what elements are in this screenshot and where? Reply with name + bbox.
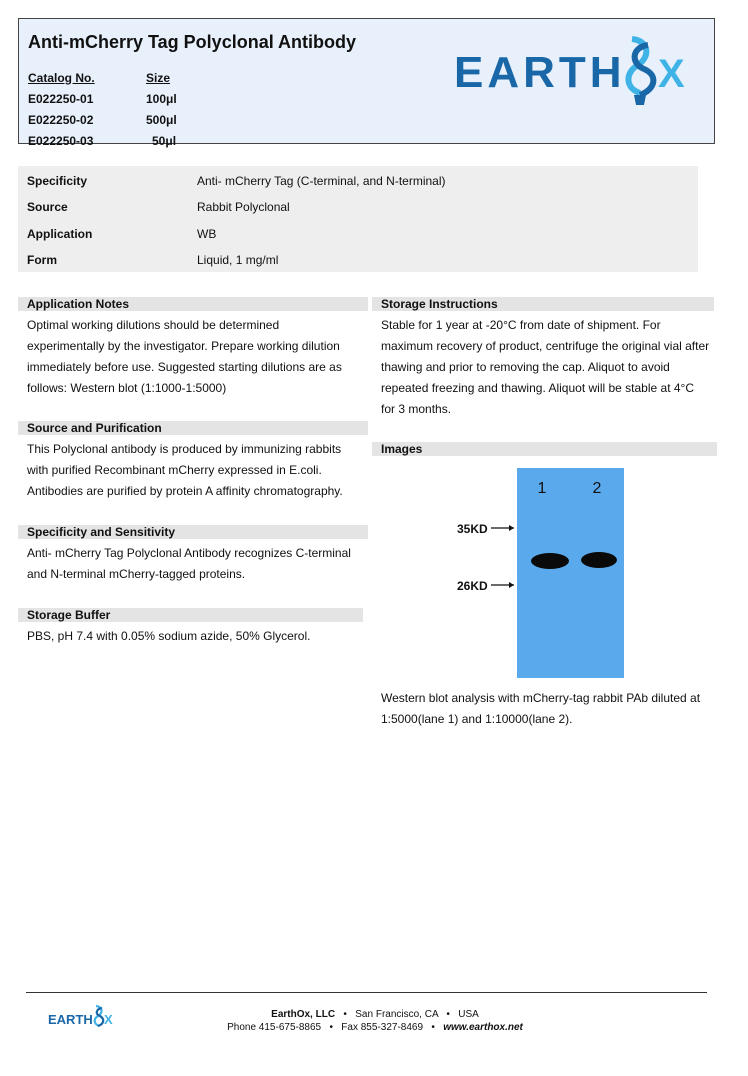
catalog-header: Catalog No. [28, 70, 95, 85]
marker-label-35kd: 35KD [457, 522, 488, 536]
spec-value: Rabbit Polyclonal [197, 200, 290, 214]
size-header: Size [146, 70, 171, 85]
text-line: repeated freezing and thawing. Aliquot will be stable at 4°C [381, 381, 694, 395]
text-line: Antibodies are purified by protein A affinity chromatography. [27, 484, 343, 498]
blot-band-lane-2 [581, 552, 617, 568]
website-link[interactable]: www.earthox.net [443, 1022, 523, 1033]
specificity-sensitivity-text [27, 543, 372, 585]
text-line: PBS, pH 7.4 with 0.05% sodium azide, 50% Glycerol. [27, 629, 311, 643]
spec-label: Application [27, 227, 93, 241]
separator: • [446, 1009, 450, 1020]
svg-text:X: X [104, 1012, 113, 1027]
section-title-images: Images [372, 442, 717, 456]
text-line: 1:5000(lane 1) and 1:10000(lane 2). [381, 712, 573, 726]
catalog-table [28, 67, 212, 151]
text-line: thawing and prior to removing the cap. Aliquot to avoid [381, 360, 670, 374]
storage-buffer-text [27, 626, 372, 647]
lane-label-1: 1 [537, 480, 547, 497]
specification-table [18, 166, 698, 272]
section-title-source-purification: Source and Purification [18, 421, 368, 435]
text-line: for 3 months. [381, 402, 452, 416]
company-name: EarthOx, LLC [271, 1009, 336, 1020]
text-line: Optimal working dilutions should be determined [27, 318, 280, 332]
marker-arrowhead-35kd [509, 525, 514, 531]
spec-label: Specificity [27, 174, 88, 188]
image-caption [381, 688, 721, 730]
storage-instructions-text [381, 315, 721, 420]
footer-contact [160, 1008, 590, 1034]
catalog-row [28, 109, 212, 130]
catalog-row [28, 88, 212, 109]
footer-divider [26, 992, 707, 993]
catalog-size: 50μl [152, 133, 177, 148]
western-blot-image [380, 466, 640, 680]
text-line: experimentally by the investigator. Prepare working dilution [27, 339, 340, 353]
marker-arrowhead-26kd [509, 582, 514, 588]
text-line: immediately before use. Suggested starting dilutions are as [27, 360, 342, 374]
text-line: This Polyclonal antibody is produced by immunizing rabbits [27, 442, 342, 456]
blot-band-lane-1 [531, 553, 569, 569]
section-title-specificity-sensitivity: Specificity and Sensitivity [18, 525, 368, 539]
source-purification-text [27, 439, 372, 502]
catalog-number: E022250-02 [28, 112, 94, 127]
spec-label: Source [27, 200, 68, 214]
location-city: San Francisco, CA [355, 1009, 439, 1020]
separator: • [329, 1022, 333, 1033]
footer-logo [48, 1002, 118, 1032]
section-title-application-notes: Application Notes [18, 297, 368, 311]
catalog-number: E022250-01 [28, 91, 94, 106]
earthox-logo [454, 27, 704, 117]
spec-value: WB [197, 227, 217, 241]
product-header [18, 18, 715, 148]
lane-label-2: 2 [592, 480, 602, 497]
separator: • [431, 1022, 435, 1033]
svg-text:EARTH: EARTH [454, 48, 626, 97]
catalog-header-row [28, 67, 212, 88]
blot-membrane [517, 468, 624, 678]
marker-label-26kd: 26KD [457, 579, 488, 593]
text-line: maximum recovery of product, centrifuge the original vial after [381, 339, 710, 353]
catalog-row [28, 130, 212, 151]
spec-value: Liquid, 1 mg/ml [197, 253, 279, 267]
catalog-number: E022250-03 [28, 133, 94, 148]
section-title-storage-buffer: Storage Buffer [18, 608, 363, 622]
catalog-size: 500μl [146, 112, 177, 127]
text-line: and N-terminal mCherry-tagged proteins. [27, 567, 246, 581]
catalog-size: 100μl [146, 91, 177, 106]
separator: • [343, 1009, 347, 1020]
text-line: Anti- mCherry Tag Polyclonal Antibody recognizes C-terminal [27, 546, 351, 560]
svg-text:X: X [658, 52, 685, 96]
phone-number: Phone 415-675-8865 [227, 1022, 322, 1033]
application-notes-text [27, 315, 372, 399]
text-line: Stable for 1 year at -20°C from date of shipment. For [381, 318, 661, 332]
svg-text:EARTH: EARTH [48, 1012, 93, 1027]
text-line: follows: Western blot (1:1000-1:5000) [27, 381, 227, 395]
fax-number: Fax 855-327-8469 [341, 1022, 424, 1033]
text-line: Western blot analysis with mCherry-tag rabbit PAb diluted at [381, 691, 701, 705]
section-title-storage-instructions: Storage Instructions [372, 297, 714, 311]
page-title: Anti-mCherry Tag Polyclonal Antibody [28, 32, 357, 52]
location-country: USA [458, 1009, 479, 1020]
text-line: with purified Recombinant mCherry expressed in E.coli. [27, 463, 322, 477]
footer-line-2 [160, 1021, 590, 1034]
spec-label: Form [27, 253, 57, 267]
footer-line-1 [160, 1008, 590, 1021]
spec-value: Anti- mCherry Tag (C-terminal, and N-terminal) [197, 174, 446, 188]
